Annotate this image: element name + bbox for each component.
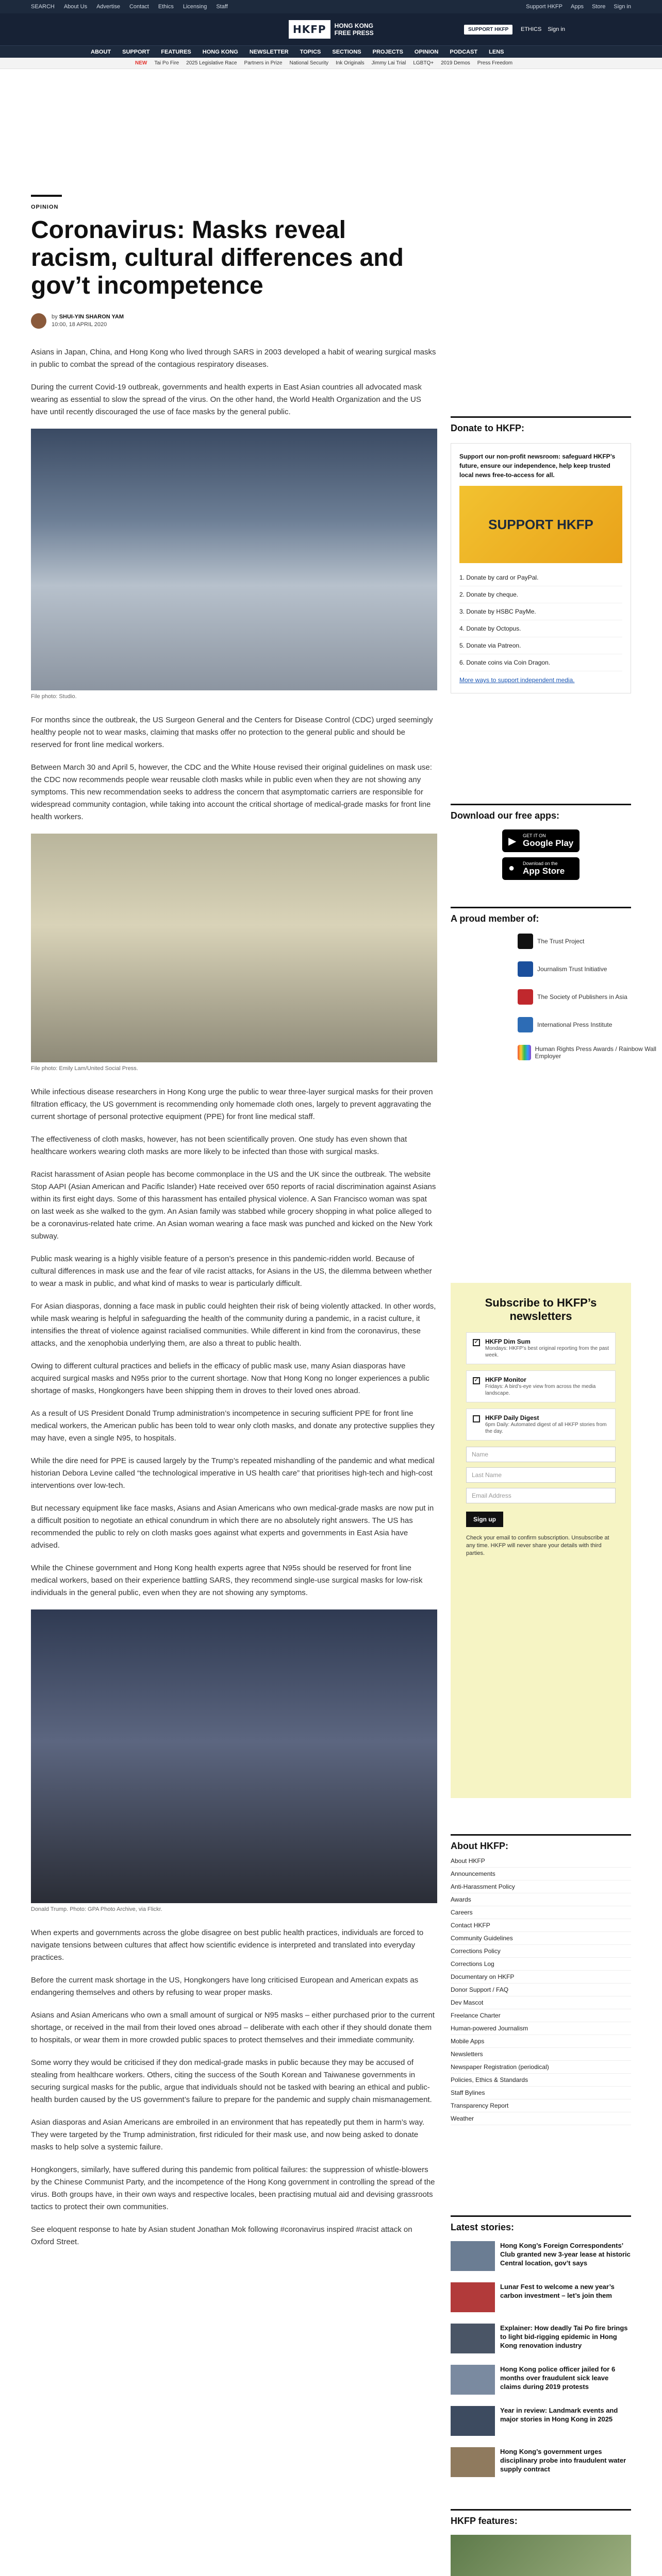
donate-banner[interactable]: SUPPORT HKFP bbox=[459, 486, 622, 563]
story-title[interactable]: Hong Kong’s government urges disciplinary probe into fraudulent water supply contract bbox=[500, 2448, 626, 2473]
trending-item[interactable]: 2025 Legislative Race bbox=[186, 60, 237, 66]
app-store-small: Download on the bbox=[523, 861, 558, 866]
article-paragraph: Before the current mask shortage in the US, Hongkongers have long criticised European and American expats as endangering themselves and others by refusing to wear proper masks. bbox=[31, 1976, 419, 1997]
main-nav bbox=[0, 45, 662, 58]
newsletter-title: Subscribe to HKFP’s newsletters bbox=[485, 1296, 597, 1323]
photo-caption: File photo: Emily Lam/United Social Press. bbox=[31, 1065, 138, 1072]
utility-link-ethics[interactable]: Ethics bbox=[158, 4, 174, 10]
partner-sopa[interactable] bbox=[518, 989, 627, 1005]
nav-item-lens[interactable]: LENS bbox=[489, 49, 504, 55]
article-paragraph: While the Chinese government and Hong Kong health experts agree that N95s should be reserved for front line medical workers, based on their experience battling SARS, they recommend single-use surgical masks for low-risk individuals in the general public, even when they are not showing any symptoms. bbox=[31, 1564, 423, 1597]
utility-link-advertise[interactable]: Advertise bbox=[96, 4, 120, 10]
donate-heading: Donate to HKFP: bbox=[451, 416, 631, 434]
article-paragraph: Owing to different cultural practices and beliefs in the efficacy of public mask use, many Asian diasporas have acquired surgical masks and N95s prior to the current shortage. Now that Hong Kong no longer experiences a public shortage of masks, Hongkongers have been shipping them in droves to their loved ones abroad. bbox=[31, 1362, 429, 1395]
google-play-icon: ▶ bbox=[508, 836, 517, 847]
nav-item-projects[interactable]: PROJECTS bbox=[372, 49, 403, 55]
partner-trust-project[interactable] bbox=[518, 934, 584, 949]
about-link[interactable]: Weather bbox=[451, 2112, 631, 2125]
story-thumbnail bbox=[451, 2447, 495, 2477]
sopa-logo bbox=[518, 989, 533, 1005]
newsletter-option-title: HKFP Monitor bbox=[485, 1376, 526, 1383]
article-paragraph: Between March 30 and April 5, however, the CDC and the White House revised their original guidelines on mask use: the CDC now recommends people wear reusable cloth masks while in public even when they are not showing any symptoms. This new recommendation seeks to address the concern that asymptomatic carriers are responsible for widespread community contagion, while taking into account the critical shortage of medical-grade masks for front line health workers. bbox=[31, 763, 432, 821]
checkbox-checked[interactable] bbox=[473, 1377, 480, 1384]
article-paragraph: Some worry they would be criticised if they don medical-grade masks in public because they may be accused of stealing from healthcare workers. Others, citing the success of the South Korean and Taiwanese governments in securing surgical masks for the public, argue that individuals should not be tasked with bearing an ethical and public-health burden caused by the US government’s failure to prepare for the pandemic and supply chain mismanagement. bbox=[31, 2058, 432, 2104]
partner-jti[interactable] bbox=[518, 961, 607, 977]
features-heading: HKFP features: bbox=[451, 2509, 631, 2527]
byline-prefix: by bbox=[52, 314, 58, 320]
story-title[interactable]: Lunar Fest to welcome a new year’s carbon investment – let’s join them bbox=[500, 2283, 615, 2299]
article-paragraph: As a result of US President Donald Trump administration’s incompetence in securing sufficient PPE for front line medical workers, the American public has been told to wear only cloth masks, and donate any protective supplies they may have, even a single N95, to hospitals. bbox=[31, 1409, 435, 1443]
google-play-badge[interactable] bbox=[502, 829, 580, 852]
about-heading: About HKFP: bbox=[451, 1834, 631, 1852]
ad-placeholder bbox=[31, 72, 437, 195]
about-link[interactable]: Contact HKFP bbox=[451, 1919, 631, 1932]
partner-name: The Trust Project bbox=[537, 938, 585, 945]
about-link[interactable]: Announcements bbox=[451, 1868, 631, 1880]
trending-item[interactable]: Jimmy Lai Trial bbox=[371, 60, 406, 66]
donate-option[interactable]: 5. Donate via Patreon. bbox=[459, 637, 622, 654]
latest-story[interactable] bbox=[451, 2365, 631, 2395]
article-body bbox=[31, 346, 437, 2248]
donate-options bbox=[459, 569, 622, 671]
trending-item[interactable]: Ink Originals bbox=[336, 60, 365, 66]
story-title[interactable]: Year in review: Landmark events and major stories in Hong Kong in 2025 bbox=[500, 2406, 618, 2423]
logo-mark: HKFP bbox=[289, 20, 330, 39]
article-paragraph: See eloquent response to hate by Asian student Jonathan Mok following #coronavirus inspired #racist attack on Oxford Street. bbox=[31, 2225, 412, 2246]
nav-item-podcast[interactable]: PODCAST bbox=[450, 49, 478, 55]
checkbox-checked[interactable] bbox=[473, 1339, 480, 1346]
partner-name: International Press Institute bbox=[537, 1021, 613, 1028]
newsletter-option-desc: Mondays: HKFP’s best original reporting from the past week. bbox=[485, 1346, 609, 1358]
latest-heading: Latest stories: bbox=[451, 2215, 631, 2233]
byline-text bbox=[52, 313, 124, 329]
nav-item-hong-kong[interactable]: HONG KONG bbox=[202, 49, 238, 55]
nav-item-features[interactable]: FEATURES bbox=[161, 49, 191, 55]
newsletter-option-desc: 6pm Daily: Automated digest of all HKFP stories from the day. bbox=[485, 1422, 607, 1434]
about-link[interactable]: Staff Bylines bbox=[451, 2087, 631, 2099]
masthead bbox=[0, 13, 662, 45]
nav-item-newsletter[interactable]: NEWSLETTER bbox=[249, 49, 289, 55]
trending-item[interactable]: Press Freedom bbox=[477, 60, 513, 66]
story-title[interactable]: Hong Kong’s Foreign Correspondents’ Club granted new 3-year lease at historic Central location, gov’t says bbox=[500, 2242, 631, 2267]
rainbow-logo bbox=[518, 1045, 531, 1060]
utility-link-licensing[interactable]: Licensing bbox=[183, 4, 207, 10]
support-hkfp-button[interactable]: SUPPORT HKFP bbox=[464, 25, 512, 35]
trust-project-logo bbox=[518, 934, 533, 949]
utility-link-store[interactable]: Store bbox=[592, 4, 606, 10]
latest-story[interactable] bbox=[451, 2241, 631, 2271]
article bbox=[31, 72, 437, 2259]
article-paragraph: When experts and governments across the globe disagree on best public health practices, individuals are forced to navigate tensions between cultures that affect how scientific evidence is interpreted and translated into everyday practices. bbox=[31, 1928, 424, 1962]
donate-option[interactable]: 1. Donate by card or PayPal. bbox=[459, 569, 622, 586]
donate-option[interactable]: 3. Donate by HSBC PayMe. bbox=[459, 603, 622, 620]
trending-item[interactable]: Partners in Prize bbox=[244, 60, 283, 66]
article-paragraph: Asians and Asian Americans who own a small amount of surgical or N95 masks – either purchased prior to the current shortage, or received in the mail from their loved ones abroad – deliberate with each other if they should donate them to hospitals, or wear them in more crowded public spaces to protect themselves and their immediate community. bbox=[31, 2011, 435, 2044]
newsletter-option-title: HKFP Dim Sum bbox=[485, 1338, 531, 1345]
utility-link-support[interactable]: Support HKFP bbox=[526, 4, 562, 10]
story-thumbnail bbox=[451, 2282, 495, 2312]
feature-story[interactable] bbox=[451, 2535, 631, 2576]
about-link[interactable]: Newspaper Registration (periodical) bbox=[451, 2061, 631, 2074]
about-link[interactable]: Donor Support / FAQ bbox=[451, 1984, 631, 1996]
article-paragraph: The effectiveness of cloth masks, however, has not been scientifically proven. One study has even shown that healthcare workers wearing cloth masks are more likely to be infected than those with surgical masks. bbox=[31, 1135, 407, 1156]
about-link[interactable]: Transparency Report bbox=[451, 2099, 631, 2112]
nav-item-sections[interactable]: SECTIONS bbox=[332, 49, 361, 55]
article-paragraph: For months since the outbreak, the US Surgeon General and the Centers for Disease Control (CDC) urged seemingly healthy people not to wear masks, claiming that masks offer no protection to the general public and should be reserved for front line medical workers. bbox=[31, 716, 433, 749]
masthead-link-signin[interactable]: Sign in bbox=[548, 26, 565, 32]
google-play-small: GET IT ON bbox=[523, 833, 546, 838]
byline bbox=[31, 313, 437, 329]
about-link[interactable]: Documentary on HKFP bbox=[451, 1971, 631, 1984]
newsletter-option-title: HKFP Daily Digest bbox=[485, 1414, 539, 1421]
jti-logo bbox=[518, 961, 533, 977]
newsletter-option-dimsum[interactable] bbox=[466, 1332, 616, 1364]
article-paragraph: During the current Covid-19 outbreak, governments and health experts in East Asian countries all advocated mask wearing as essential to slow the spread of the virus. On the other hand, the World Health Organization and the US have until recently discouraged the use of face masks by the general public. bbox=[31, 383, 422, 416]
last-name-input[interactable]: Last Name bbox=[466, 1467, 616, 1483]
about-link[interactable]: Corrections Policy bbox=[451, 1945, 631, 1958]
article-headline: Coronavirus: Masks reveal racism, cultural differences and gov’t incompetence bbox=[31, 216, 404, 299]
trending-item[interactable]: 2019 Demos bbox=[441, 60, 470, 66]
apps-heading: Download our free apps: bbox=[451, 804, 631, 821]
masthead-link-ethics[interactable]: ETHICS bbox=[521, 26, 542, 32]
partner-ipi[interactable] bbox=[518, 1017, 612, 1032]
nav-item-about[interactable]: ABOUT bbox=[91, 49, 111, 55]
name-input[interactable]: Name bbox=[466, 1447, 616, 1462]
donate-card bbox=[451, 443, 631, 693]
story-title[interactable]: Explainer: How deadly Tai Po fire brings to light bid-rigging epidemic in Hong Kong renovation industry bbox=[500, 2324, 628, 2349]
article-paragraph: For Asian diasporas, donning a face mask in public could heighten their risk of being violently attacked. In other words, while mask wearing is helpful in safeguarding the health of the community during a pandemic, in a racist culture, it intensifies the threat of violence against racialised communities. While different in kind from the coronavirus, these attacks, and the xenophobia underlying them, are also a threat to public health. bbox=[31, 1302, 436, 1348]
about-link[interactable]: Mobile Apps bbox=[451, 2035, 631, 2048]
trending-item[interactable]: Tai Po Fire bbox=[154, 60, 179, 66]
trending-bar bbox=[0, 58, 662, 69]
article-photo-airport bbox=[31, 429, 437, 690]
newsletter-option-monitor[interactable] bbox=[466, 1370, 616, 1402]
article-paragraph: But necessary equipment like face masks, Asians and Asian Americans who own medical-grade masks are now put in a difficult position to negotiate an ethical conundrum in which there are no absolutely right answers. The US has recommended the public to rely on cloth masks goes against what experts and governments in East Asia have advised. bbox=[31, 1504, 434, 1550]
article-paragraph: Hongkongers, similarly, have suffered during this pandemic from political failures: the suppression of whistle-blowers by the Chinese Communist Party, and the incompetence of the Hong Kong government in controlling the spread of the virus. Both groups have, in their own ways and respective locales, been practising mutual aid and devising grassroots tactics to protect their own communities. bbox=[31, 2165, 435, 2211]
article-paragraph: Racist harassment of Asian people has become commonplace in the US and the UK since the outbreak. The website Stop AAPI (Asian American and Pacific Islander) Hate received over 650 reports of racial discrimination against Asians within its first eight days. Some of this harassment has entailed physical violence. A San Francisco woman was spat on last week as she walked to the gym. An Asian family was stabbed while grocery shopping in what police alleged to be a coronavirus-related hate crime. An Asian woman wearing a face mask was punched and kicked on the New York subway. bbox=[31, 1170, 436, 1241]
donate-option[interactable]: 6. Donate coins via Coin Dragon. bbox=[459, 654, 622, 671]
about-link[interactable]: Anti-Harassment Policy bbox=[451, 1880, 631, 1893]
story-thumbnail bbox=[451, 2324, 495, 2353]
partner-name: Human Rights Press Awards / Rainbow Wall Employer bbox=[535, 1045, 656, 1060]
utility-link-signin[interactable]: Sign in bbox=[614, 4, 631, 10]
article-photo-trump bbox=[31, 1609, 437, 1903]
about-link[interactable]: Policies, Ethics & Standards bbox=[451, 2074, 631, 2087]
sign-up-button[interactable]: Sign up bbox=[466, 1512, 503, 1527]
newsletter-option-digest[interactable] bbox=[466, 1409, 616, 1440]
photo-caption: Donald Trump. Photo: GPA Photo Archive, via Flickr. bbox=[31, 1906, 162, 1912]
trending-item[interactable]: LGBTQ+ bbox=[413, 60, 434, 66]
story-title[interactable]: Hong Kong police officer jailed for 6 months over fraudulent sick leave claims during 2019 protests bbox=[500, 2365, 616, 2391]
partner-name: The Society of Publishers in Asia bbox=[537, 993, 627, 1001]
photo-caption: File photo: Studio. bbox=[31, 693, 77, 700]
apple-icon: ● bbox=[508, 862, 515, 874]
latest-story[interactable] bbox=[451, 2324, 631, 2353]
article-paragraph: Public mask wearing is a highly visible feature of a person’s presence in this pandemic-ridden world. Because of cultural differences in mask use and the fear of vile racist attacks, for Asians in the US, the dilemma between whether to wear a mask in public, and what kind of masks to wear is particularly difficult. bbox=[31, 1255, 432, 1288]
about-link[interactable]: Human-powered Journalism bbox=[451, 2022, 631, 2035]
article-paragraph: While the dire need for PPE is caused largely by the Trump’s repeated mishandling of the pandemic and what medical historian Debora Levine called “the technological imperative in US health care” that prioritises high-tech and high-cost interventions over low-tech. bbox=[31, 1456, 435, 1490]
newsletter-signup bbox=[451, 1283, 631, 1798]
about-link[interactable]: Careers bbox=[451, 1906, 631, 1919]
about-link[interactable]: About HKFP bbox=[451, 1855, 631, 1868]
about-link[interactable]: Community Guidelines bbox=[451, 1932, 631, 1945]
site-logo[interactable] bbox=[289, 19, 391, 40]
partner-name: Journalism Trust Initiative bbox=[537, 965, 607, 973]
donate-option[interactable]: 4. Donate by Octopus. bbox=[459, 620, 622, 637]
latest-story[interactable] bbox=[451, 2406, 631, 2436]
about-link[interactable]: Newsletters bbox=[451, 2048, 631, 2061]
publish-date: 10:00, 18 APRIL 2020 bbox=[52, 321, 107, 328]
author-name[interactable]: SHUI-YIN SHARON YAM bbox=[59, 314, 124, 320]
partner-rainbow[interactable] bbox=[518, 1045, 662, 1060]
about-link[interactable]: Freelance Charter bbox=[451, 2009, 631, 2022]
nav-item-topics[interactable]: TOPICS bbox=[300, 49, 321, 55]
newsletter-option-desc: Fridays: A bird’s-eye view from across the media landscape. bbox=[485, 1384, 596, 1396]
latest-story[interactable] bbox=[451, 2282, 631, 2312]
about-links bbox=[451, 1855, 631, 2125]
app-store-big: App Store bbox=[523, 866, 565, 876]
about-link[interactable]: Awards bbox=[451, 1893, 631, 1906]
checkbox-unchecked[interactable] bbox=[473, 1415, 480, 1422]
story-thumbnail bbox=[451, 2406, 495, 2436]
about-link[interactable]: Corrections Log bbox=[451, 1958, 631, 1971]
story-thumbnail bbox=[451, 2365, 495, 2395]
article-photo-street bbox=[31, 834, 437, 1062]
category-rule bbox=[31, 195, 62, 197]
ipi-logo bbox=[518, 1017, 533, 1032]
logo-text: HONG KONG FREE PRESS bbox=[334, 22, 374, 37]
nav-item-opinion[interactable]: OPINION bbox=[414, 49, 439, 55]
story-thumbnail bbox=[451, 2241, 495, 2271]
newsletter-note: Check your email to confirm subscription. Unsubscribe at any time. HKFP will never share your details with third parties. bbox=[466, 1535, 609, 1556]
donate-option[interactable]: 2. Donate by cheque. bbox=[459, 586, 622, 603]
article-paragraph: Asians in Japan, China, and Hong Kong who lived through SARS in 2003 developed a habit of wearing surgical masks in public to combat the spread of the contagious respiratory diseases. bbox=[31, 348, 436, 369]
utility-link-search[interactable]: SEARCH bbox=[31, 4, 55, 10]
app-store-badge[interactable] bbox=[502, 857, 580, 880]
article-paragraph: Asian diasporas and Asian Americans are embroiled in an environment that has repeatedly put them in harm’s way. They were targeted by the Trump administration, first ridiculed for their mask use, and now being asked to donate masks to help solve a systemic failure. bbox=[31, 2118, 425, 2151]
about-link[interactable]: Dev Mascot bbox=[451, 1996, 631, 2009]
feature-image bbox=[451, 2535, 631, 2576]
utility-link-staff[interactable]: Staff bbox=[216, 4, 228, 10]
article-paragraph: While infectious disease researchers in Hong Kong urge the public to wear three-layer surgical masks for their proven filtration efficacy, the US government is recommending only homemade cloth ones, largely to prevent aggravating the current shortage of personal protective equipment (PPE) for front line medical staff. bbox=[31, 1088, 433, 1121]
trending-item[interactable]: National Security bbox=[289, 60, 329, 66]
donate-intro: Support our non-profit newsroom: safeguard HKFP’s future, ensure our independence, help keep trusted local news free-to-access for all. bbox=[459, 453, 616, 479]
utility-bar bbox=[0, 0, 662, 13]
nav-item-support[interactable]: SUPPORT bbox=[122, 49, 150, 55]
member-heading: A proud member of: bbox=[451, 907, 631, 924]
utility-link-contact[interactable]: Contact bbox=[129, 4, 149, 10]
google-play-big: Google Play bbox=[523, 838, 574, 848]
utility-link-apps[interactable]: Apps bbox=[570, 4, 584, 10]
article-category[interactable]: OPINION bbox=[31, 204, 59, 210]
utility-link-about[interactable]: About Us bbox=[63, 4, 88, 10]
author-avatar bbox=[31, 313, 46, 329]
latest-story[interactable] bbox=[451, 2447, 631, 2477]
trending-new-label: NEW bbox=[135, 60, 147, 66]
donate-more-link[interactable]: More ways to support independent media. bbox=[459, 676, 575, 684]
email-input[interactable]: Email Address bbox=[466, 1488, 616, 1503]
